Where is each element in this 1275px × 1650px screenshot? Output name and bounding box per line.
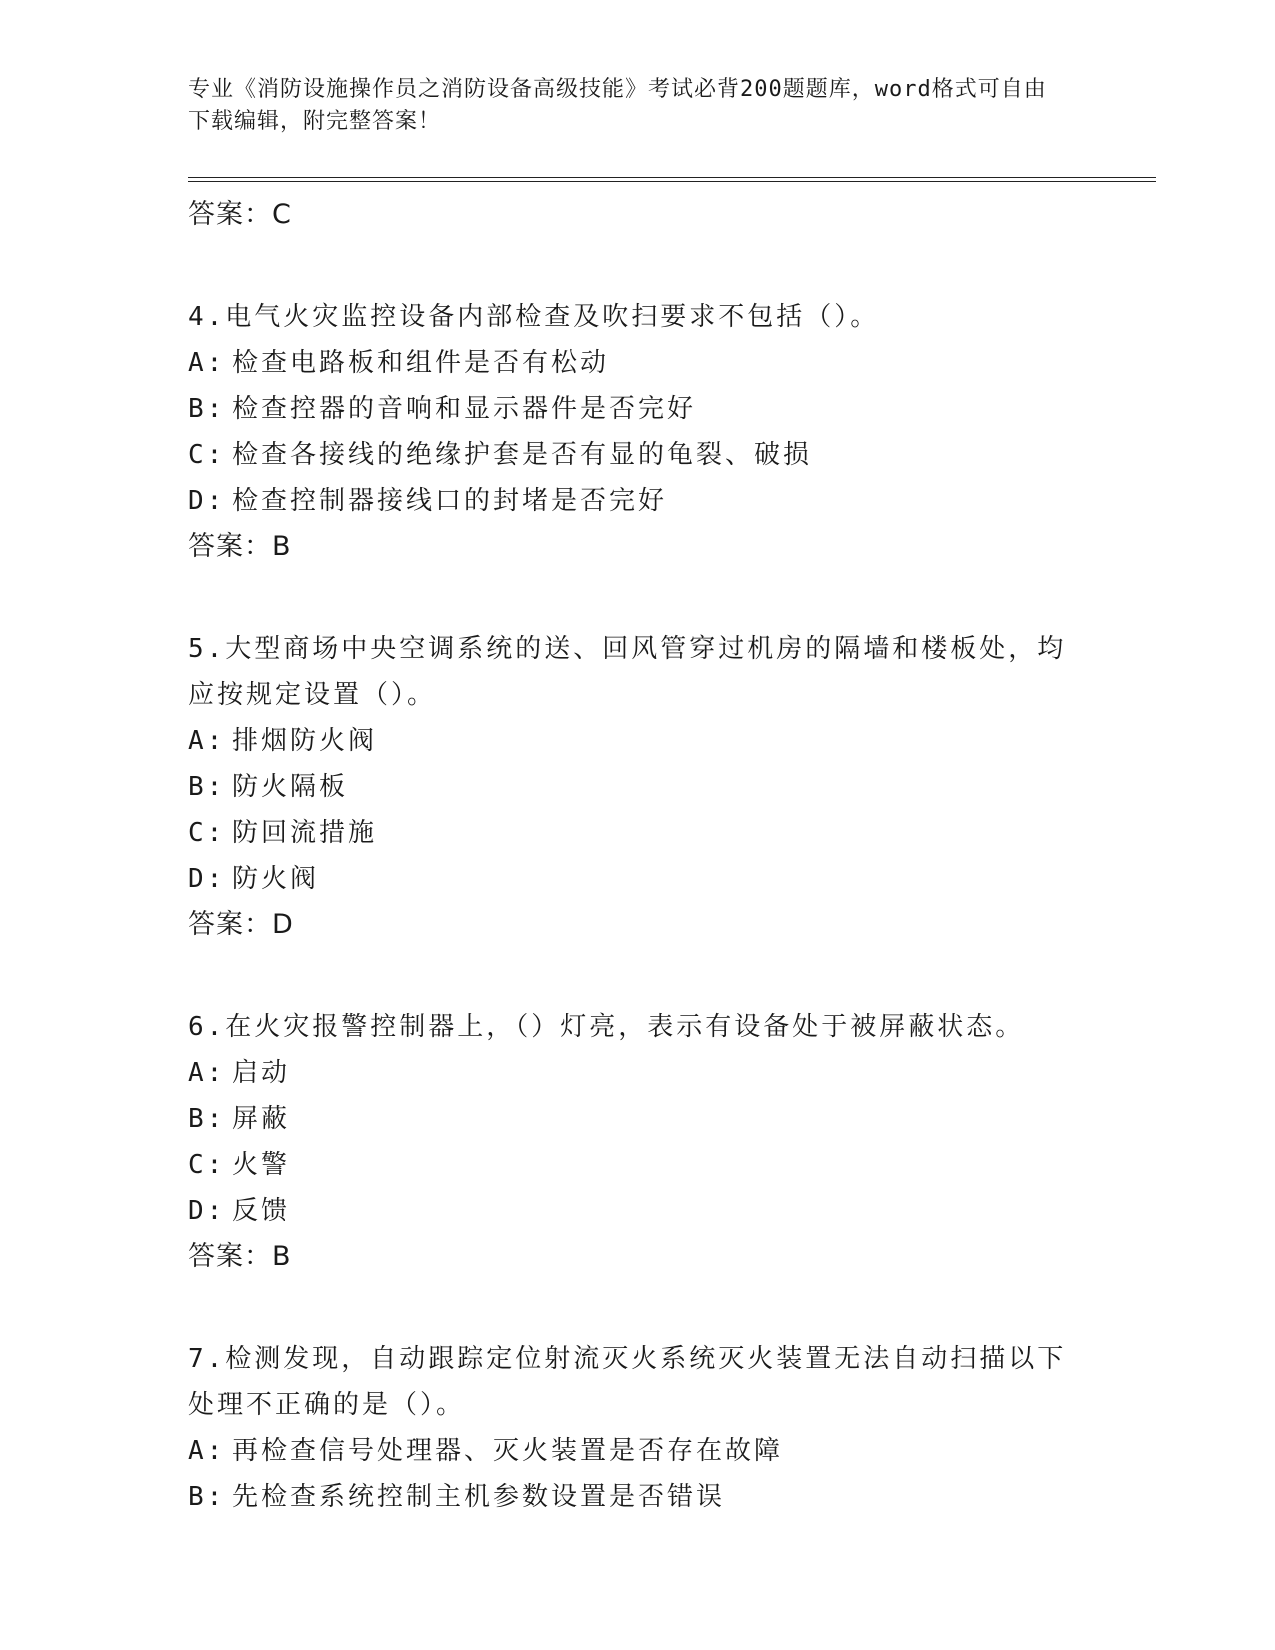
question-item [188,1004,1088,1280]
question-item [188,626,1088,948]
option-key: C: [188,1150,226,1180]
question-stem: 6.在火灾报警控制器上，（）灯亮，表示有设备处于被屏蔽状态。 [188,1012,1025,1042]
option-a [188,1428,1088,1474]
document-header [188,74,1068,138]
option-key: D: [188,864,226,894]
option-text: 防火阀 [232,864,320,894]
option-d [188,856,1088,902]
option-key: D: [188,1196,226,1226]
question-stem: 4.电气火灾监控设备内部检查及吹扫要求不包括（）。 [188,302,880,332]
option-b [188,386,1088,432]
option-key: C: [188,440,226,470]
option-text: 检查各接线的绝缘护套是否有显的龟裂、破损 [232,440,813,470]
option-b [188,1096,1088,1142]
option-text: 检查电路板和组件是否有松动 [232,348,610,378]
option-a [188,718,1088,764]
question-stem: 7.检测发现，自动跟踪定位射流灭火系统灭火装置无法自动扫描以下处理不正确的是（）。 [188,1344,1067,1420]
option-text: 排烟防火阀 [232,726,378,756]
question-item [188,1336,1088,1520]
header-divider-top [188,177,1156,178]
question-list [188,192,1088,1520]
option-c [188,432,1088,478]
question-stem: 5.大型商场中央空调系统的送、回风管穿过机房的隔墙和楼板处，均应按规定设置（）。 [188,634,1067,710]
option-text: 检查控制器接线口的封堵是否完好 [232,486,668,516]
option-a [188,1050,1088,1096]
option-text: 火警 [232,1150,291,1180]
option-key: A: [188,348,226,378]
option-key: B: [188,394,226,424]
option-text: 先检查系统控制主机参数设置是否错误 [232,1482,726,1512]
option-text: 检查控器的音响和显示器件是否完好 [232,394,697,424]
question-item [188,294,1088,570]
answer-line: 答案：B [188,531,292,562]
option-c [188,810,1088,856]
option-key: C: [188,818,226,848]
option-text: 启动 [232,1058,291,1088]
option-d [188,1188,1088,1234]
option-key: B: [188,1482,226,1512]
answer-line: 答案：D [188,909,294,940]
option-text: 屏蔽 [232,1104,291,1134]
option-text: 防火隔板 [232,772,349,802]
option-b [188,764,1088,810]
option-key: B: [188,1104,226,1134]
option-text: 防回流措施 [232,818,378,848]
answer-line: 答案：C [188,199,292,230]
option-key: D: [188,486,226,516]
header-intro-text: 专业《消防设施操作员之消防设备高级技能》考试必背200题题库，word格式可自由下载编辑，附完整答案！ [188,77,1047,134]
option-a [188,340,1088,386]
option-text: 反馈 [232,1196,291,1226]
option-key: A: [188,726,226,756]
option-key: A: [188,1058,226,1088]
option-d [188,478,1088,524]
option-c [188,1142,1088,1188]
answer-line: 答案：B [188,1241,292,1272]
option-key: A: [188,1436,226,1466]
option-key: B: [188,772,226,802]
option-text: 再检查信号处理器、灭火装置是否存在故障 [232,1436,784,1466]
header-divider-bottom [188,181,1156,182]
option-b [188,1474,1088,1520]
